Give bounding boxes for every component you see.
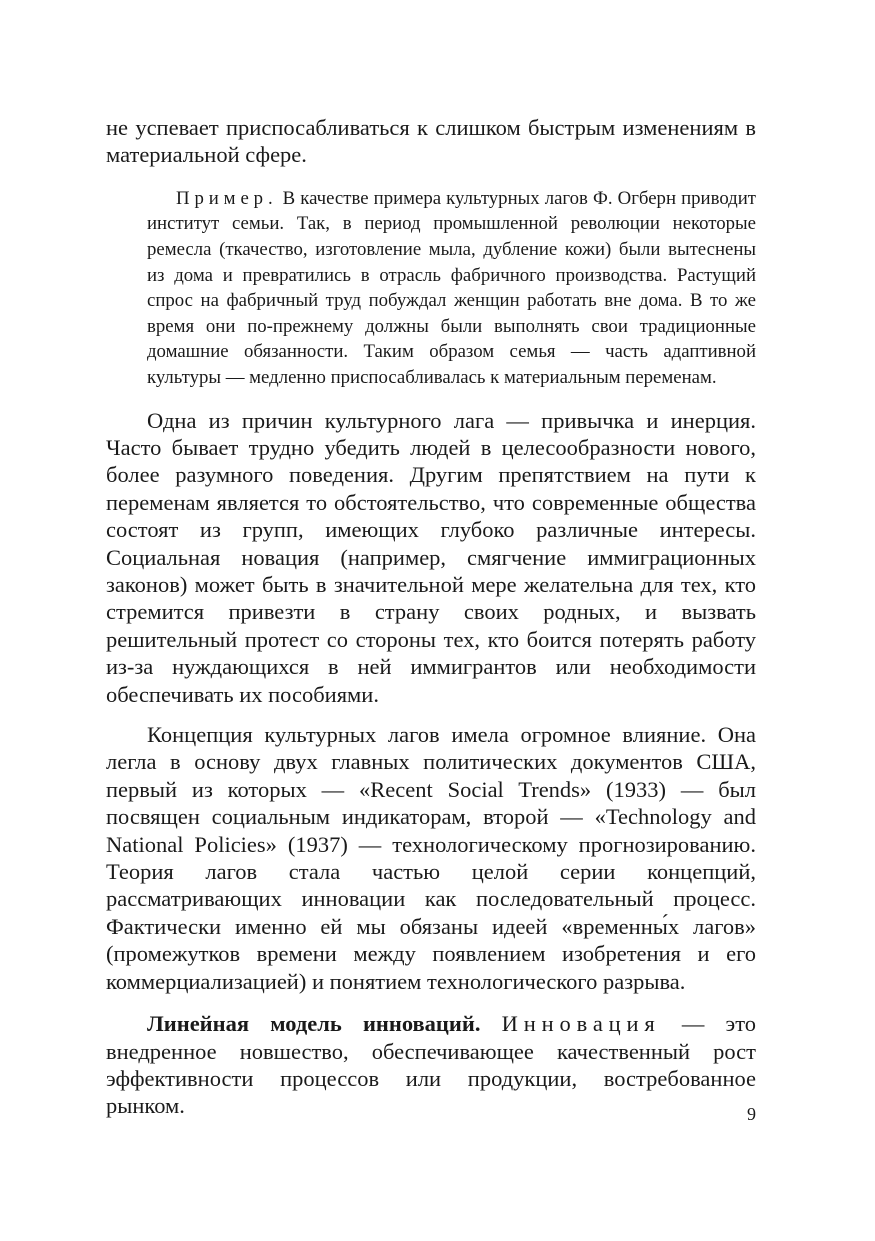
paragraph-linear-model xyxy=(106,1010,756,1120)
definition-text: — это внедренное новшество, обеспечивающее качественный рост эффективности процессов или продукции, востребованное рынком. xyxy=(106,1011,756,1119)
example-block xyxy=(147,186,756,391)
page-number: 9 xyxy=(747,1104,756,1124)
term-innovation: Инновация xyxy=(501,1011,661,1037)
example-label: Пример. xyxy=(176,187,278,209)
example-text: В качестве примера культурных лагов Ф. Огберн приводит институт семьи. Так, в период промышленной революции некоторые ремесла (ткачество, изготовление мыла, дубление кожи) были вытеснены из дома и превратились в отрасль фабричного производства. Растущий спрос на фабричный труд побуждал женщин работать вне дома. В то же время они по-прежнему должны были выполнять свои традиционные домашние обязанности. Таким образом семья — часть адаптивной культуры — медленно приспосабливалась к материальным переменам. xyxy=(147,187,756,388)
section-heading: Линейная модель инноваций. xyxy=(147,1011,481,1037)
body-text xyxy=(106,114,756,1120)
paragraph-cultural-lag-causes: Одна из причин культурного лага — привычка и инерция. Часто бывает трудно убедить людей в целесообразности нового, более разумного поведения. Другим препятствием на пути к переменам является то обстоятельство, что современные общества состоят из групп, имеющих глубоко различные интересы. Социальная новация (например, смягчение иммиграционных законов) может быть в значительной мере желательна для тех, кто стремится привезти в страну своих родных, и вызвать решительный протест со стороны тех, кто боится потерять работу из-за нуждающихся в ней иммигрантов или необходимости обеспечивать их пособиями. xyxy=(106,407,756,707)
paragraph-cultural-lag-influence: Концепция культурных лагов имела огромное влияние. Она легла в основу двух главных политических документов США, первый из которых — «Recent Social Trends» (1933) — был посвящен социальным индикаторам, второй — «Technology and National Policies» (1937) — технологическому прогнозированию. Теория лагов стала частью целой серии концепций, рассматривающих инновации как последовательный процесс. Фактически именно ей мы обязаны идеей «временны́х лагов» (промежутков времени между появлением изобретения и его коммерциализацией) и понятием технологического разрыва. xyxy=(106,722,756,994)
paragraph-continued: не успевает приспосабливаться к слишком быстрым изменениям в материальной сфере. xyxy=(106,115,756,168)
